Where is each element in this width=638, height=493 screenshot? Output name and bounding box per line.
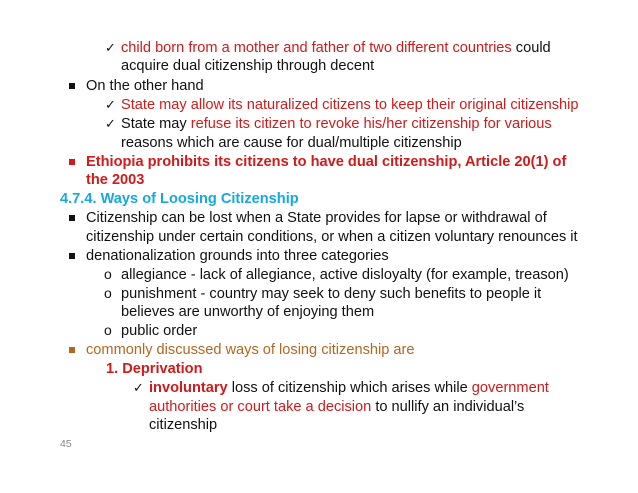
bullet-circle-icon: o	[104, 322, 112, 338]
text-segment: reasons which are cause for dual/multiple citizenship	[121, 135, 462, 151]
page-number: 45	[60, 438, 72, 450]
checkmark-icon: ✓	[105, 40, 116, 55]
text-segment: commonly discussed ways of losing citizenship are	[86, 342, 415, 358]
text-line	[149, 398, 524, 416]
text-segment: citizenship	[149, 417, 218, 433]
text-line	[86, 341, 415, 359]
bullet-square-icon	[69, 159, 75, 165]
checkmark-icon: ✓	[105, 116, 116, 131]
text-line	[121, 322, 197, 340]
text-segment: On the other hand	[86, 78, 204, 94]
text-line	[121, 134, 462, 152]
text-segment: Citizenship can be lost when a State provides for lapse or withdrawal of	[86, 210, 547, 226]
text-line	[86, 247, 389, 265]
bullet-circle-icon: o	[104, 285, 112, 301]
bullet-square-icon	[69, 215, 75, 221]
text-segment: to nullify an individual’s	[371, 399, 525, 415]
text-segment: citizenship under certain conditions, or when a citizen voluntary renounces it	[86, 229, 578, 245]
text-segment: loss of citizenship which arises while	[227, 380, 472, 396]
text-segment: child born from a mother and father of two different countries	[121, 40, 512, 56]
text-line	[86, 171, 144, 189]
text-line	[121, 303, 374, 321]
bullet-square-icon	[69, 83, 75, 89]
bullet-square-icon	[69, 253, 75, 259]
text-segment: punishment - country may seek to deny such benefits to people it	[121, 286, 542, 302]
text-line	[149, 379, 549, 397]
text-segment: 1. Deprivation	[106, 361, 203, 377]
text-line	[121, 266, 569, 284]
text-line	[121, 285, 541, 303]
checkmark-icon: ✓	[133, 380, 144, 395]
text-segment: government	[471, 380, 549, 396]
bullet-circle-icon: o	[104, 266, 112, 282]
text-segment: believes are unworthy of enjoying them	[121, 304, 375, 320]
text-line	[121, 57, 374, 75]
text-segment: could	[511, 40, 551, 56]
text-line	[121, 96, 579, 114]
text-segment: refuse its citizen to revoke his/her citizenship for various	[190, 116, 552, 132]
text-segment: the 2003	[86, 172, 145, 188]
text-segment: Ethiopia prohibits its citizens to have dual citizenship, Article 20(1) of	[86, 154, 567, 170]
checkmark-icon: ✓	[105, 97, 116, 112]
text-segment: State may allow its naturalized citizens to keep their original citizenship	[121, 97, 579, 113]
text-line	[86, 228, 578, 246]
text-segment: State may	[121, 116, 191, 132]
text-line	[121, 39, 551, 57]
text-segment: authorities or court take a decision	[149, 399, 372, 415]
text-segment: allegiance - lack of allegiance, active disloyalty (for example, treason)	[121, 267, 569, 283]
text-line	[86, 209, 547, 227]
text-line	[86, 153, 566, 171]
text-segment: involuntary	[149, 380, 228, 396]
text-line	[121, 115, 552, 133]
text-segment: public order	[121, 323, 198, 339]
text-line	[149, 416, 217, 434]
section-heading	[60, 190, 299, 208]
subsection-heading	[106, 360, 203, 378]
text-segment: denationalization grounds into three categories	[86, 248, 389, 264]
text-segment: acquire dual citizenship through decent	[121, 58, 375, 74]
bullet-square-icon	[69, 347, 75, 353]
text-segment: 4.7.4. Ways of Loosing Citizenship	[60, 191, 299, 207]
text-line	[86, 77, 204, 95]
